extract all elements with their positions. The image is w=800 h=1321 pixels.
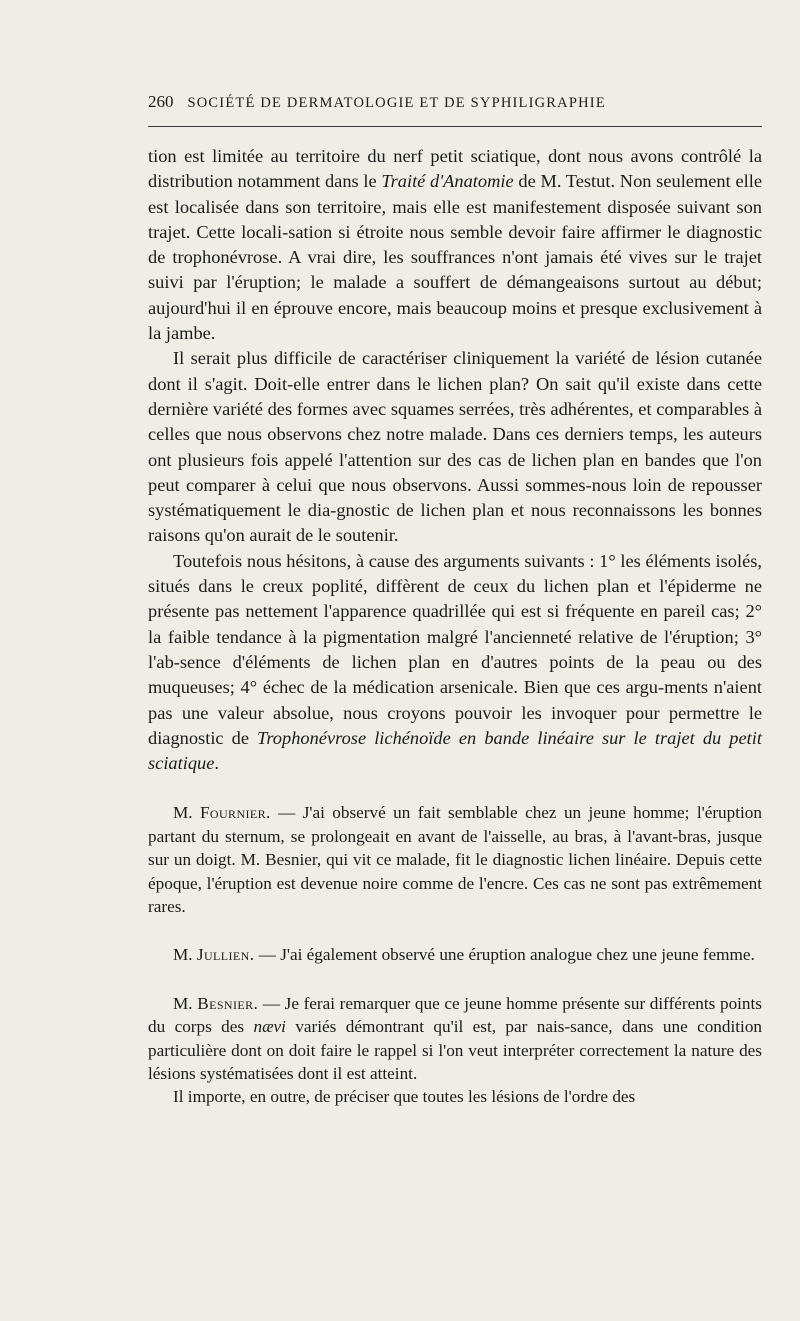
speaker-name-besnier: Besnier. [197, 993, 259, 1013]
speech-besnier [148, 992, 762, 1086]
speaker-prefix: M. [173, 945, 197, 965]
speech-besnier-text-a: — Je ferai remarquer que ce jeune homme présente sur différents points du corps des [148, 993, 762, 1037]
paragraph-1-text-a: tion est limitée au territoire du nerf petit sciatique, dont nous avons contrôlé la distribution notamment dans le [148, 146, 762, 192]
speaker-name-jullien: Jullien. [196, 945, 255, 965]
running-head [148, 92, 760, 112]
paragraph-last: Il importe, en outre, de préciser que toutes les lésions de l'ordre des [173, 1087, 636, 1107]
speech-besnier-text-b: variés démontrant qu'il est, par nais-sance, dans une condition particulière dont on doit faire le rappel si l'on veut interpréter correctement la nature des lésions systématisées dont il est atteint. [148, 1017, 763, 1084]
paragraph-3-text-a: Toutefois nous hésitons, à cause des arguments suivants : 1° les éléments isolés, situés dans le creux poplité, diffèrent de ceux du lichen plan et l'épiderme ne présente pas nettement l'apparence quadrillée qui est si fréquente en pareil cas; 2° la faible tendance à la pigmentation malgré l'ancienneté relative de l'éruption; 3° l'ab-sence d'éléments de lichen plan en d'autres points de la peau ou des muqueuses; 4° échec de la médication arsenicale. Bien que ces argu-ments n'aient pas une valeur absolue, nous croyons pouvoir les invoquer pour permettre le diagnostic de [148, 550, 762, 748]
spacer [148, 918, 762, 943]
paragraph-1-text-b: de M. Testut. Non seulement elle est localisée dans son territoire, mais elle est manifestement disposée suivant son trajet. Cette locali-sation si étroite nous semble devoir faire affirmer le diagnostic de trophonévrose. A vrai dire, les souffrances n'ont jamais été vives sur le trajet suivi par l'éruption; le malade a souffert de démangeaisons surtout au début; aujourd'hui il en éprouve encore, mais beaucoup moins et presque exclusivement à la jambe. [148, 171, 762, 344]
paragraph-3-text-b: . [214, 753, 220, 774]
speaker-prefix: M. [173, 993, 198, 1013]
page-number: 260 [148, 92, 174, 111]
speech-jullien-text: — J'ai également observé une éruption analogue chez une jeune femme. [254, 945, 755, 965]
speech-besnier-italic: nævi [253, 1017, 286, 1037]
paragraph-1-italic: Traité d'Anatomie [381, 171, 514, 192]
speech-fournier [148, 801, 762, 918]
running-title: SOCIÉTÉ DE DERMATOLOGIE ET DE SYPHILIGRAPHIE [187, 95, 606, 111]
speech-fournier-text: — J'ai observé un fait semblable chez un jeune homme; l'éruption partant du sternum, se prolongeait en avant de l'aisselle, au bras, à l'avant-bras, jusque sur un doigt. M. Besnier, qui vit ce malade, fit le diagnostic lichen linéaire. Depuis cette époque, l'éruption est devenue noire comme de l'encre. Ces cas ne sont pas extrêmement rares. [148, 803, 762, 917]
paragraph-3 [148, 549, 762, 777]
speech-jullien [148, 943, 762, 966]
header-rule [148, 126, 762, 127]
page-body [148, 144, 762, 1109]
paragraph-2: Il serait plus difficile de caractériser cliniquement la variété de lésion cutanée dont il s'agit. Doit-elle entrer dans le lichen plan? On sait qu'il existe dans cette dernière variété des formes avec squames serrées, très adhérentes, et comparables à celles que nous observons chez notre malade. Dans ces derniers temps, les auteurs ont plusieurs fois appelé l'attention sur des cas de lichen plan en bandes que l'on peut comparer à celui que nous observons. Aussi sommes-nous loin de repousser systématiquement le dia-gnostic de lichen plan et nous reconnaissons les bonnes raisons qu'on aurait de le soutenir. [148, 348, 762, 546]
paragraph-1 [148, 144, 762, 346]
speaker-name-fournier: Fournier. [199, 803, 271, 823]
speaker-prefix: M. [173, 803, 200, 823]
spacer [148, 776, 762, 801]
spacer [148, 967, 762, 992]
paragraph-3-italic: Trophonévrose lichénoïde en bande linéaire sur le trajet du petit sciatique [148, 727, 762, 774]
